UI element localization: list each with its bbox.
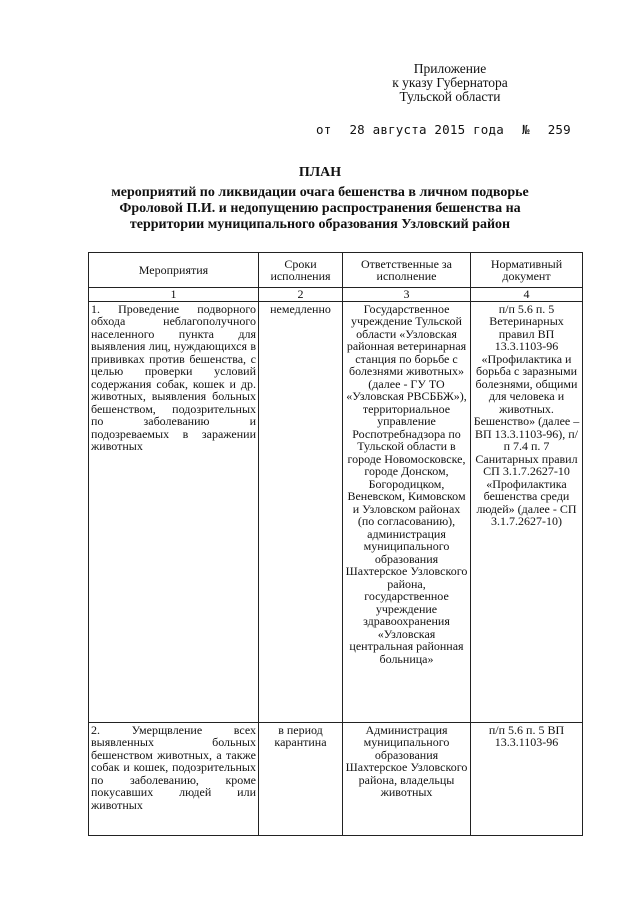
plan-title-line-3: территории муниципального образования Узловский район	[129, 217, 511, 232]
appendix-line-2: к указу Губернатора	[392, 75, 508, 90]
header-measures: Мероприятия	[89, 253, 259, 288]
term-cell: немедленно	[259, 301, 343, 722]
decree-number-sign: №	[521, 122, 530, 137]
table-row	[89, 301, 583, 722]
measure-cell: 2. Умерщвление всех выявленных больных бешенством животных, а также собак и кошек, подозрительных по заболеванию, кроме покусавших людей или животных	[89, 722, 259, 835]
responsible-cell: Администрация муниципального образования Шахтерское Узловского района, владельцы животных	[343, 722, 471, 835]
plan-title-line-1: мероприятий по ликвидации очага бешенства в личном подворье	[111, 185, 529, 200]
decree-date: 28 августа 2015 года	[349, 122, 504, 137]
plan-heading: ПЛАН	[298, 165, 342, 180]
term-cell: в период карантина	[259, 722, 343, 835]
table-header-row	[89, 253, 583, 288]
column-number: 4	[471, 288, 583, 302]
appendix-line-3: Тульской области	[399, 89, 501, 104]
column-number: 3	[343, 288, 471, 302]
plan-table	[88, 252, 583, 836]
document-cell: п/п 5.6 п. 5 Ветеринарных правил ВП 13.3.1103-96 «Профилактика и борьба с заразными болезнями, общими для человека и животных. Бешенство» (далее – ВП 13.3.1103-96), п/п 7.4 п. 7 Санитарных правил СП 3.1.7.2627-10 «Профилактика бешенства среди людей» (далее - СП 3.1.7.2627-10)	[471, 301, 583, 722]
plan-title-line-2: Фроловой П.И. и недопущению распространения бешенства на	[119, 201, 521, 216]
appendix-line-1: Приложение	[413, 61, 487, 76]
decree-number: 259	[547, 122, 571, 137]
decree-line	[316, 122, 571, 137]
measure-cell: 1. Проведение подворного обхода неблагополучного населенного пункта для выявления лиц, нуждающихся в прививках против бешенства, с целью проверки условий содержания собак, кошек и др. животных, выявления больных бешенством, подозрительных по заболеванию и подозреваемых в заражении животных	[89, 301, 259, 722]
responsible-cell: Государственное учреждение Тульской области «Узловская районная ветеринарная станция по борьбе с болезнями животных» (далее - ГУ ТО «Узловская РВСББЖ»), территориальное управление Роспотребнадзора по Тульской области в городе Новомосковске, городе Донском, Богородицком, Веневском, Кимовском и Узловском районах (по согласованию), администрация муниципального образования Шахтерское Узловского района, государственное учреждение здравоохранения «Узловская центральная районная больница»	[343, 301, 471, 722]
decree-from: от	[316, 122, 332, 137]
header-document: Нормативный документ	[471, 253, 583, 288]
table-row	[89, 722, 583, 835]
column-number: 1	[89, 288, 259, 302]
header-terms: Сроки исполнения	[259, 253, 343, 288]
document-cell: п/п 5.6 п. 5 ВП 13.3.1103-96	[471, 722, 583, 835]
column-number: 2	[259, 288, 343, 302]
header-responsible: Ответственные за исполнение	[343, 253, 471, 288]
appendix-block	[380, 62, 520, 104]
plan-title	[0, 165, 640, 233]
column-numbers-row	[89, 288, 583, 302]
